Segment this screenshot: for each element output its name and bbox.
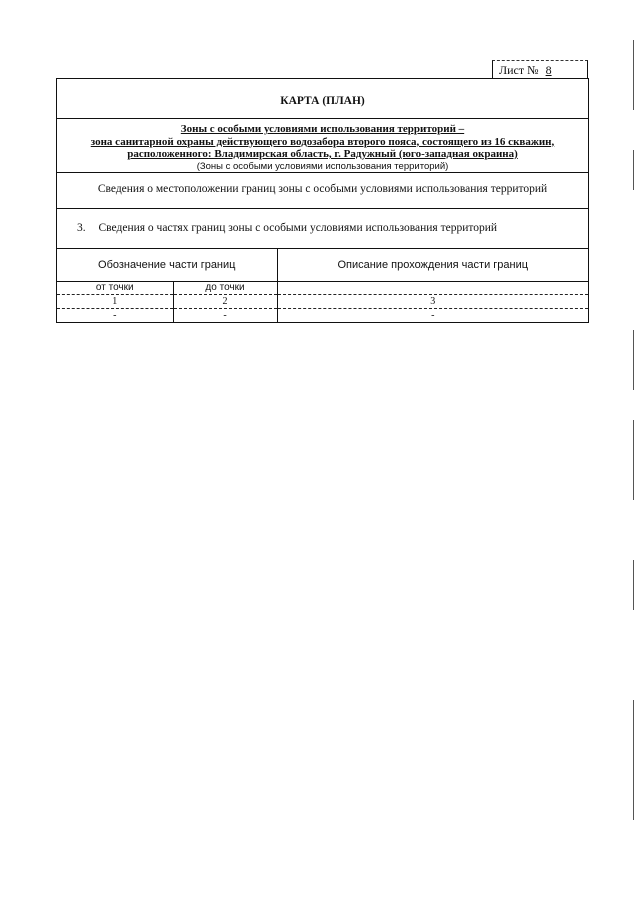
form-title: КАРТА (ПЛАН): [57, 79, 588, 119]
sheet-number-box: [492, 60, 588, 78]
map-plan-form: [56, 78, 589, 323]
index-col-2: 2: [173, 295, 277, 309]
cell-from-point: -: [57, 309, 173, 323]
sheet-label: Лист: [499, 63, 525, 77]
parts-section-title: Сведения о частях границ зоны с особыми условиями использования территорий: [98, 222, 498, 234]
header-part-description: Описание прохождения части границ: [277, 249, 588, 282]
scan-edge-mark: [633, 420, 634, 500]
subheader-from-point: от точки: [57, 282, 173, 295]
location-info-heading: Сведения о местоположении границ зоны с особыми условиями использования территорий: [57, 173, 588, 209]
scan-edge-mark: [633, 330, 634, 390]
boundary-parts-table: [57, 249, 588, 322]
zone-line-1: Зоны с особыми условиями использования территорий –: [180, 123, 465, 135]
parts-section-heading: [57, 209, 588, 249]
parts-section-number: 3.: [77, 222, 86, 234]
zone-line-3: расположенного: Владимирская область, г. Радужный (юго-западная окраина): [127, 148, 518, 160]
table-subheader-row: [57, 282, 588, 295]
header-part-designation: Обозначение части границ: [57, 249, 277, 282]
zone-description: [57, 119, 588, 173]
table-index-row: [57, 295, 588, 309]
zone-caption: (Зоны с особыми условиями использования территорий): [196, 160, 449, 172]
scan-edge-mark: [633, 40, 634, 110]
table-header-row: [57, 249, 588, 282]
scan-edge-mark: [633, 560, 634, 610]
table-row: [57, 309, 588, 323]
zone-line-2: зона санитарной охраны действующего водозабора второго пояса, состоящего из 16 скважин,: [90, 135, 555, 148]
index-col-1: 1: [57, 295, 173, 309]
scan-edge-mark: [633, 150, 634, 190]
cell-description: -: [431, 310, 435, 321]
subheader-to-point: до точки: [173, 282, 277, 295]
sheet-number: 8: [545, 63, 552, 77]
scan-edge-mark: [633, 700, 634, 820]
sheet-number-sign: №: [527, 63, 539, 77]
index-col-3: 3: [277, 295, 588, 309]
subheader-empty: [277, 282, 588, 295]
cell-to-point: -: [173, 309, 277, 323]
